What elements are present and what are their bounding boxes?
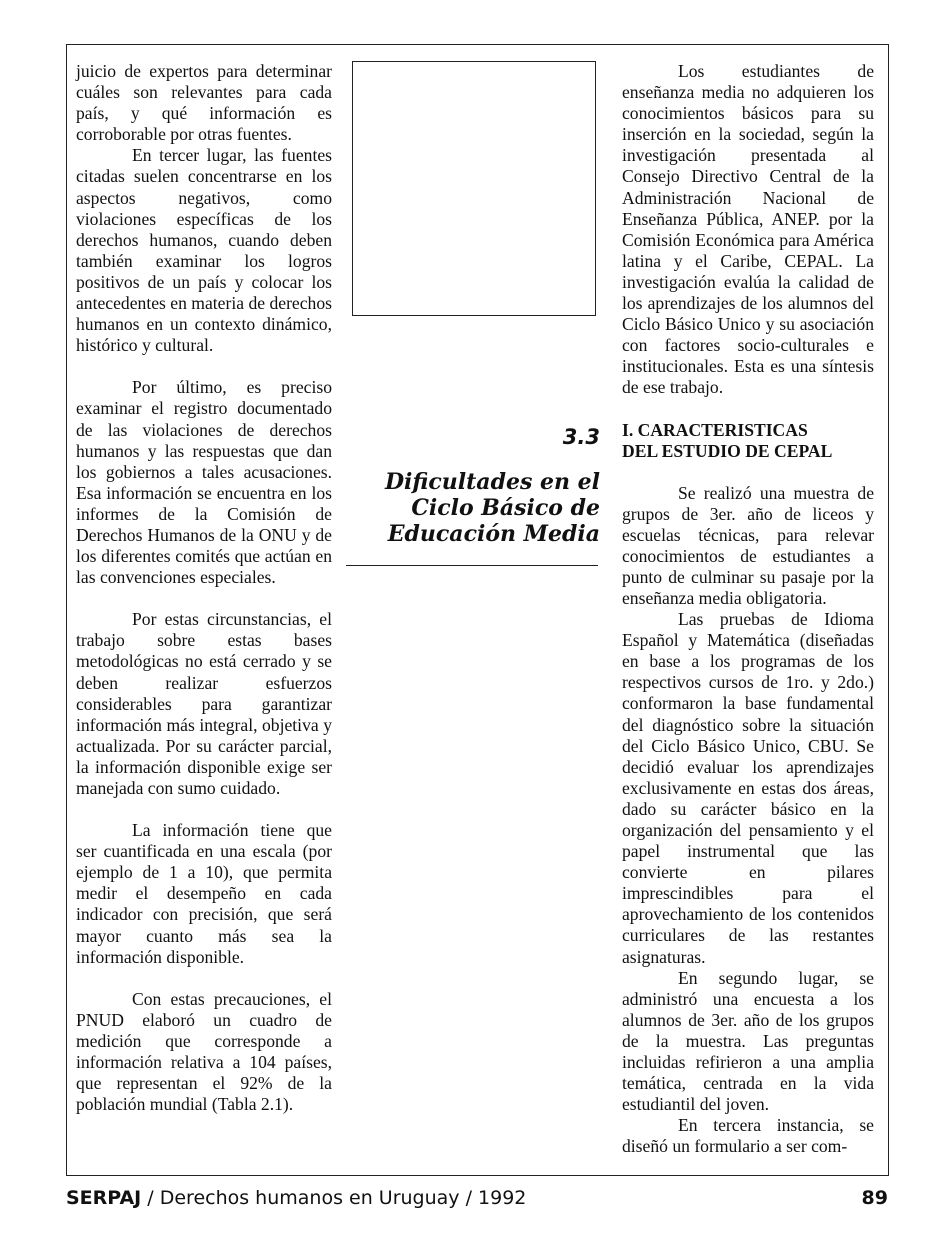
image-placeholder-box: [352, 61, 596, 316]
section-title: [352, 469, 600, 547]
left-paragraph-1: juicio de expertos para determinar cuáles son relevantes para cada país, y qué información es corroborable por otras fuentes.: [76, 61, 332, 145]
footer-publisher: SERPAJ: [66, 1187, 142, 1209]
left-column: [76, 61, 332, 1115]
right-paragraph-4: En tercera instancia, se diseñó un formulario a ser com-: [622, 1115, 874, 1157]
left-paragraph-2: En tercer lugar, las fuentes citadas suelen concentrarse en los aspectos negativos, como violaciones específicas de los derechos humanos, cuando deben también examinar los logros positivos de un país y colocar los antecedentes en materia de derechos humanos en un contexto dinámico, histórico y cultural.: [76, 145, 332, 356]
right-paragraph-1: Se realizó una muestra de grupos de 3er. año de liceos y escuelas técnicas, para relevar conocimientos de estudiantes a punto de culminar su pasaje por la enseñanza media obligatoria.: [622, 482, 874, 608]
footer-citation: [66, 1187, 526, 1209]
section-title-line-1: Dificultades en el: [384, 469, 600, 495]
right-heading-line-2: DEL ESTUDIO DE CEPAL: [622, 440, 833, 461]
right-column: [622, 61, 874, 1158]
section-number: 3.3: [562, 425, 600, 449]
left-paragraph-6: Con estas precauciones, el PNUD elaboró un cuadro de medición que corresponde a información relativa a 104 países, que representan el 92% de la población mundial (Tabla 2.1).: [76, 988, 332, 1115]
right-paragraph-2: Las pruebas de Idioma Español y Matemática (diseñadas en base a los programas de los respectivos cursos de 1ro. y 2do.) conformaron la base fundamental del diagnóstico sobre la situación del Ciclo Básico Unico, CBU. Se decidió evaluar los aprendizajes exclusivamente en estas dos áreas, dado su carácter básico en la organización del pensamiento y el papel instrumental que las convierte en pilares imprescindibles para el aprovechamiento de los contenidos curriculares de las restantes asignaturas.: [622, 609, 874, 967]
footer-publication: / Derechos humanos en Uruguay / 1992: [141, 1187, 527, 1209]
right-intro-paragraph: Los estudiantes de enseñanza media no adquieren los conocimientos básicos para su inserción en la sociedad, según la investigación presentada al Consejo Directivo Central de la Administración Nacional de Enseñanza Pública, ANEP. por la Comisión Económica para América latina y el Caribe, CEPAL. La investigación evalúa la calidad de los aprendizajes de los alumnos del Ciclo Básico Unico y su asociación con factores socio-culturales e institucionales. Esta es una síntesis de ese trabajo.: [622, 61, 874, 398]
section-rule: [346, 565, 598, 566]
right-heading: [622, 420, 874, 462]
section-title-line-3: Educación Media: [387, 521, 600, 547]
right-heading-line-1: I. CARACTERISTICAS: [622, 419, 808, 440]
right-paragraph-3: En segundo lugar, se administró una encuesta a los alumnos de 3er. año de los grupos de la muestra. Las preguntas incluidas refirieron a una amplia temática, centrada en la vida estudiantil del joven.: [622, 967, 874, 1115]
left-paragraph-3: Por último, es preciso examinar el registro documentado de las violaciones de derechos humanos y las respuestas que dan los gobiernos a tales acusaciones. Esa información se encuentra en los informes de la Comisión de Derechos Humanos de la ONU y de los diferentes comités que actúan en las convenciones especiales.: [76, 377, 332, 588]
page-number: 89: [861, 1187, 888, 1209]
section-title-line-2: Ciclo Básico de: [411, 495, 600, 521]
left-paragraph-5: La información tiene que ser cuantificada en una escala (por ejemplo de 1 a 10), que permita medir el desempeño en cada indicador con precisión, que será mayor cuanto más sea la información disponible.: [76, 820, 332, 967]
left-paragraph-4: Por estas circunstancias, el trabajo sobre estas bases metodológicas no está cerrado y se deben realizar esfuerzos considerables para garantizar información más integral, objetiva y actualizada. Por su carácter parcial, la información disponible exige ser manejada con sumo cuidado.: [76, 609, 332, 798]
